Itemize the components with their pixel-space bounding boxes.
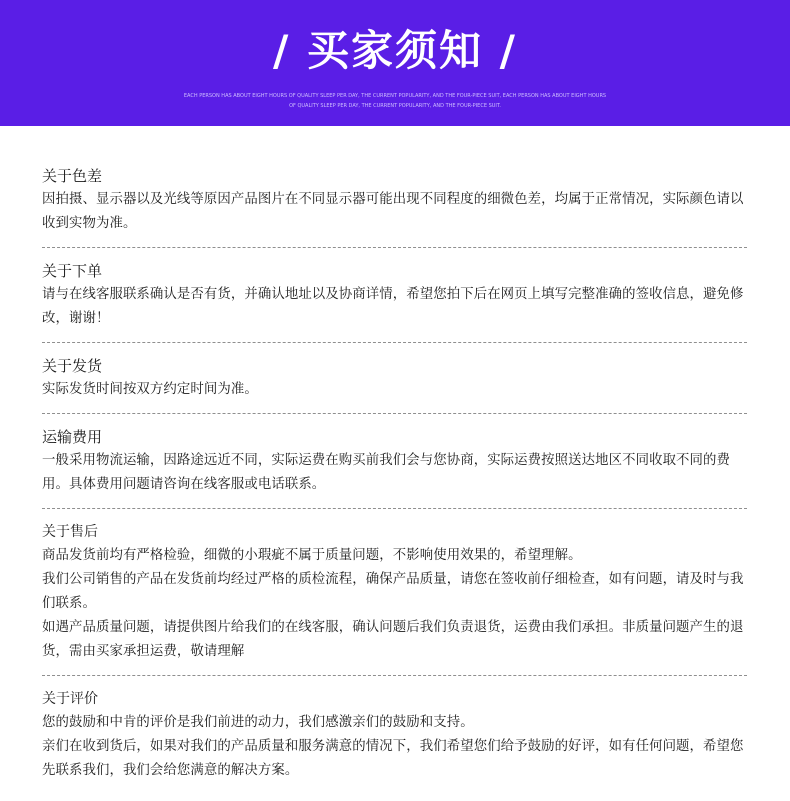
section-paragraph: 我们公司销售的产品在发货前均经过严格的质检流程，确保产品质量，请您在签收前仔细检查，如有问题，请及时与我们联系。	[42, 572, 744, 611]
section-title: 关于发货	[42, 357, 103, 375]
notice-content	[42, 162, 747, 794]
section-after-sales	[42, 509, 747, 676]
section-paragraph: 请与在线客服联系确认是否有货，并确认地址以及协商详情，希望您拍下后在网页上填写完整准确的签收信息，避免修改，谢谢！	[42, 287, 744, 326]
section-paragraph: 您的鼓励和中肯的评价是我们前进的动力，我们感激亲们的鼓励和支持。	[42, 715, 474, 730]
section-color-difference	[42, 162, 747, 248]
banner-subtitle	[0, 91, 790, 111]
section-paragraph: 实际发货时间按双方约定时间为准。	[42, 382, 258, 397]
section-paragraph: 一般采用物流运输，因路途远近不同，实际运费在购买前我们会与您协商，实际运费按照送达地区不同收取不同的费用。具体费用问题请咨询在线客服或电话联系。	[42, 453, 731, 492]
banner-subtitle-line-1: EACH PERSON HAS ABOUT EIGHT HOURS OF QUALITY SLEEP PER DAY, THE CURRENT POPULARITY, AND THE FOUR-PIECE SUIT, EACH PERSON HAS ABOUT EIGHT HOURS	[183, 93, 607, 99]
section-title: 运输费用	[42, 428, 103, 446]
section-ordering	[42, 248, 747, 343]
banner-subtitle-line-2: OF QUALITY SLEEP PER DAY, THE CURRENT POPULARITY, AND THE FOUR-PIECE SUIT.	[289, 103, 501, 109]
section-title: 关于售后	[42, 524, 98, 540]
section-paragraph: 商品发货前均有严格检验，细微的小瑕疵不属于质量问题，不影响使用效果的，希望理解。	[42, 548, 582, 563]
banner-title: / 买家须知 /	[273, 26, 517, 75]
section-reviews	[42, 676, 747, 794]
section-paragraph: 如遇产品质量问题，请提供图片给我们的在线客服，确认问题后我们负责退货，运费由我们承担。非质量问题产生的退货，需由买家承担运费，敬请理解	[42, 620, 744, 659]
section-paragraph: 因拍摄、显示器以及光线等原因产品图片在不同显示器可能出现不同程度的细微色差，均属于正常情况，实际颜色请以收到实物为准。	[42, 192, 744, 231]
section-freight-cost	[42, 414, 747, 509]
header-banner	[0, 0, 790, 126]
section-shipping	[42, 343, 747, 414]
section-paragraph: 亲们在收到货后，如果对我们的产品质量和服务满意的情况下，我们希望您们给予鼓励的好评，如有任何问题，希望您先联系我们，我们会给您满意的解决方案。	[42, 739, 744, 778]
section-title: 关于下单	[42, 262, 103, 280]
section-title: 关于色差	[42, 167, 103, 185]
section-title: 关于评价	[42, 691, 98, 707]
